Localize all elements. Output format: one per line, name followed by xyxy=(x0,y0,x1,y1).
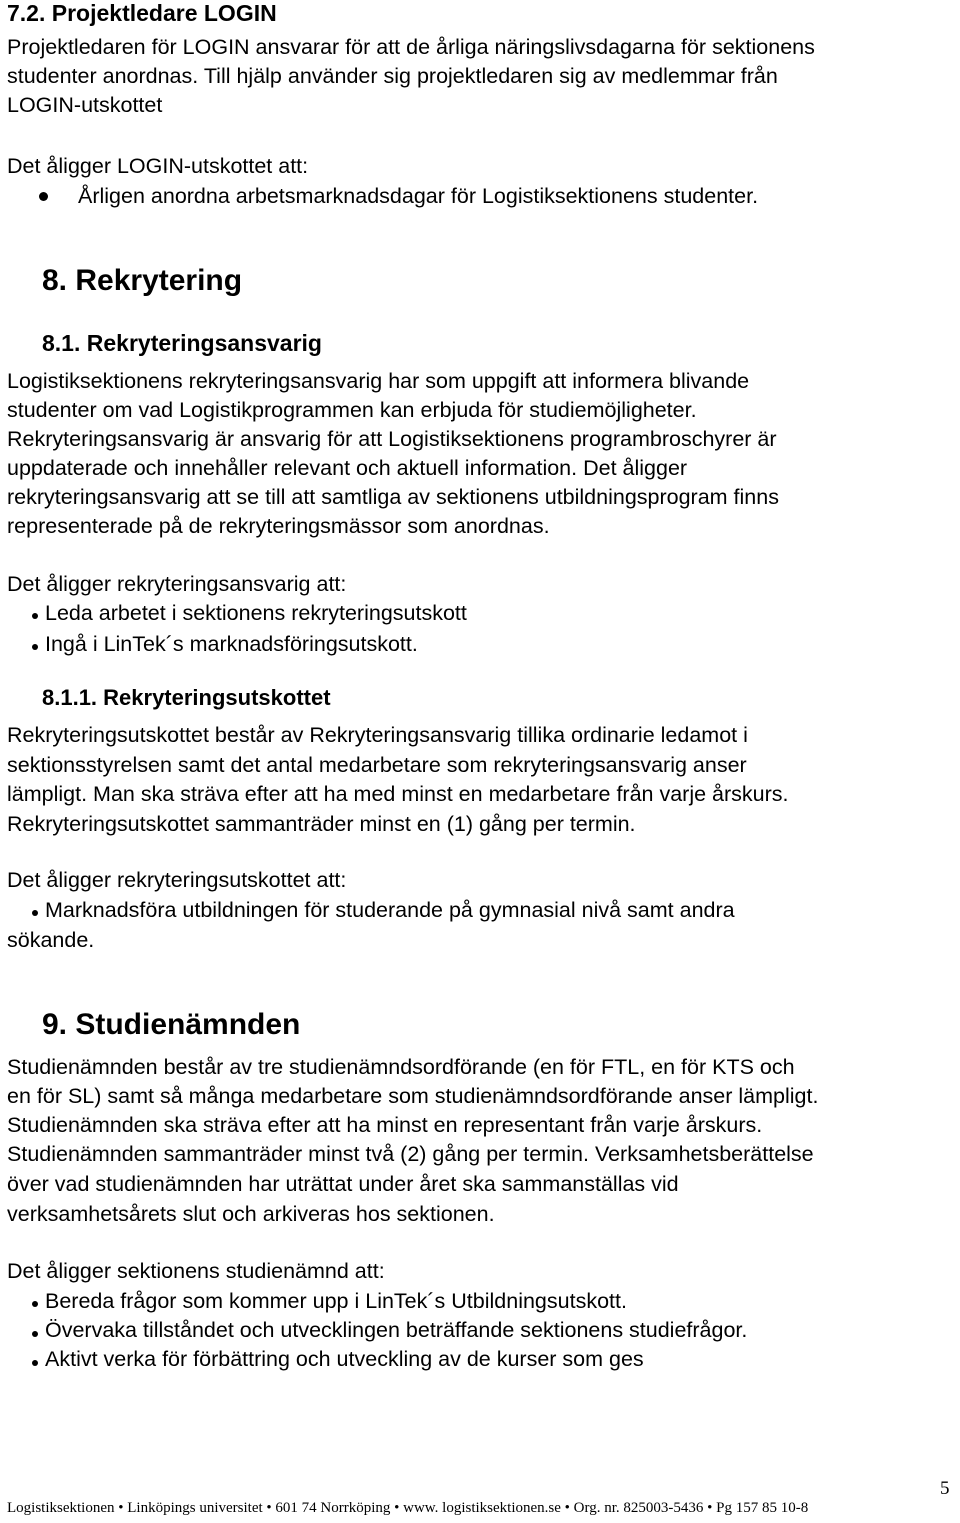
paragraph-line: uppdaterade och innehåller relevant och aktuell information. Det åligger xyxy=(7,456,688,480)
bullet-icon xyxy=(32,644,38,650)
paragraph-line: Studienämnden sammanträder minst två (2) gång per termin. Verksamhetsberättelse xyxy=(7,1142,814,1166)
section-heading-8-1: 8.1. Rekryteringsansvarig xyxy=(42,330,322,356)
list-item: Leda arbetet i sektionens rekryteringsutskott xyxy=(45,601,467,625)
paragraph-line: Rekryteringsutskottet består av Rekryteringsansvarig tillika ordinarie ledamot i xyxy=(7,723,748,747)
list-item: Aktivt verka för förbättring och utveckling av de kurser som ges xyxy=(45,1347,644,1371)
paragraph-line: Studienämnden ska sträva efter att ha minst en representant från varje årskurs. xyxy=(7,1113,763,1137)
section-heading-8-1-1: 8.1.1. Rekryteringsutskottet xyxy=(42,685,331,710)
paragraph-line: Studienämnden består av tre studienämndsordförande (en för FTL, en för KTS och xyxy=(7,1055,795,1079)
paragraph-line: verksamhetsårets slut och arkiveras hos sektionen. xyxy=(7,1202,495,1226)
duty-intro: Det åligger sektionens studienämnd att: xyxy=(7,1259,385,1283)
list-item: Bereda frågor som kommer upp i LinTek´s Utbildningsutskott. xyxy=(45,1289,627,1313)
section-heading-8: 8. Rekrytering xyxy=(42,264,243,297)
list-item: Marknadsföra utbildningen för studerande på gymnasial nivå samt andra xyxy=(45,898,735,922)
list-item: Ingå i LinTek´s marknadsföringsutskott. xyxy=(45,632,418,656)
duty-intro: Det åligger LOGIN-utskottet att: xyxy=(7,154,309,178)
paragraph-line: rekryteringsansvarig att se till att samtliga av sektionens utbildningsprogram finns xyxy=(7,485,779,509)
section-heading-9: 9. Studienämnden xyxy=(42,1008,301,1041)
page-number: 5 xyxy=(940,1478,950,1499)
paragraph-line: lämpligt. Man ska sträva efter att ha med minst en medarbetare från varje årskurs. xyxy=(7,782,789,806)
duty-intro: Det åligger rekryteringsansvarig att: xyxy=(7,572,347,596)
paragraph-line: sektionsstyrelsen samt det antal medarbetare som rekryteringsansvarig anser xyxy=(7,753,747,777)
bullet-icon xyxy=(32,1331,38,1337)
duty-intro: Det åligger rekryteringsutskottet att: xyxy=(7,868,347,892)
paragraph-line: studenter om vad Logistikprogrammen kan erbjuda för studiemöjligheter. xyxy=(7,398,697,422)
section-heading-7-2: 7.2. Projektledare LOGIN xyxy=(7,0,277,26)
paragraph-line: en för SL) samt så många medarbetare som studienämndsordförande anser lämpligt. xyxy=(7,1084,819,1108)
bullet-icon xyxy=(32,1301,38,1307)
bullet-icon xyxy=(32,1360,38,1366)
list-item: Årligen anordna arbetsmarknadsdagar för Logistiksektionens studenter. xyxy=(78,184,759,208)
bullet-icon xyxy=(32,910,38,916)
list-item: Övervaka tillståndet och utvecklingen beträffande sektionens studiefrågor. xyxy=(45,1318,748,1342)
list-item-continuation: sökande. xyxy=(7,928,95,952)
bullet-icon xyxy=(32,613,38,619)
paragraph-line: representerade på de rekryteringsmässor som anordnas. xyxy=(7,514,550,538)
footer-text: Logistiksektionen • Linköpings universitet • 601 74 Norrköping • www. logistiksektionen.se • Org. nr. 825003-5436 • Pg 157 85 10-8 xyxy=(7,1500,809,1516)
paragraph-line: LOGIN-utskottet xyxy=(7,93,163,117)
bullet-icon xyxy=(39,192,48,201)
paragraph-line: studenter anordnas. Till hjälp använder sig projektledaren sig av medlemmar från xyxy=(7,64,778,88)
paragraph-line: Projektledaren för LOGIN ansvarar för att de årliga näringslivsdagarna för sektionens xyxy=(7,35,815,59)
paragraph-line: över vad studienämnden har uträttat under året ska sammanställas vid xyxy=(7,1172,679,1196)
paragraph-line: Rekryteringsutskottet sammanträder minst en (1) gång per termin. xyxy=(7,812,636,836)
paragraph-line: Rekryteringsansvarig är ansvarig för att Logistiksektionens programbroschyrer är xyxy=(7,427,777,451)
paragraph-line: Logistiksektionens rekryteringsansvarig har som uppgift att informera blivande xyxy=(7,369,750,393)
